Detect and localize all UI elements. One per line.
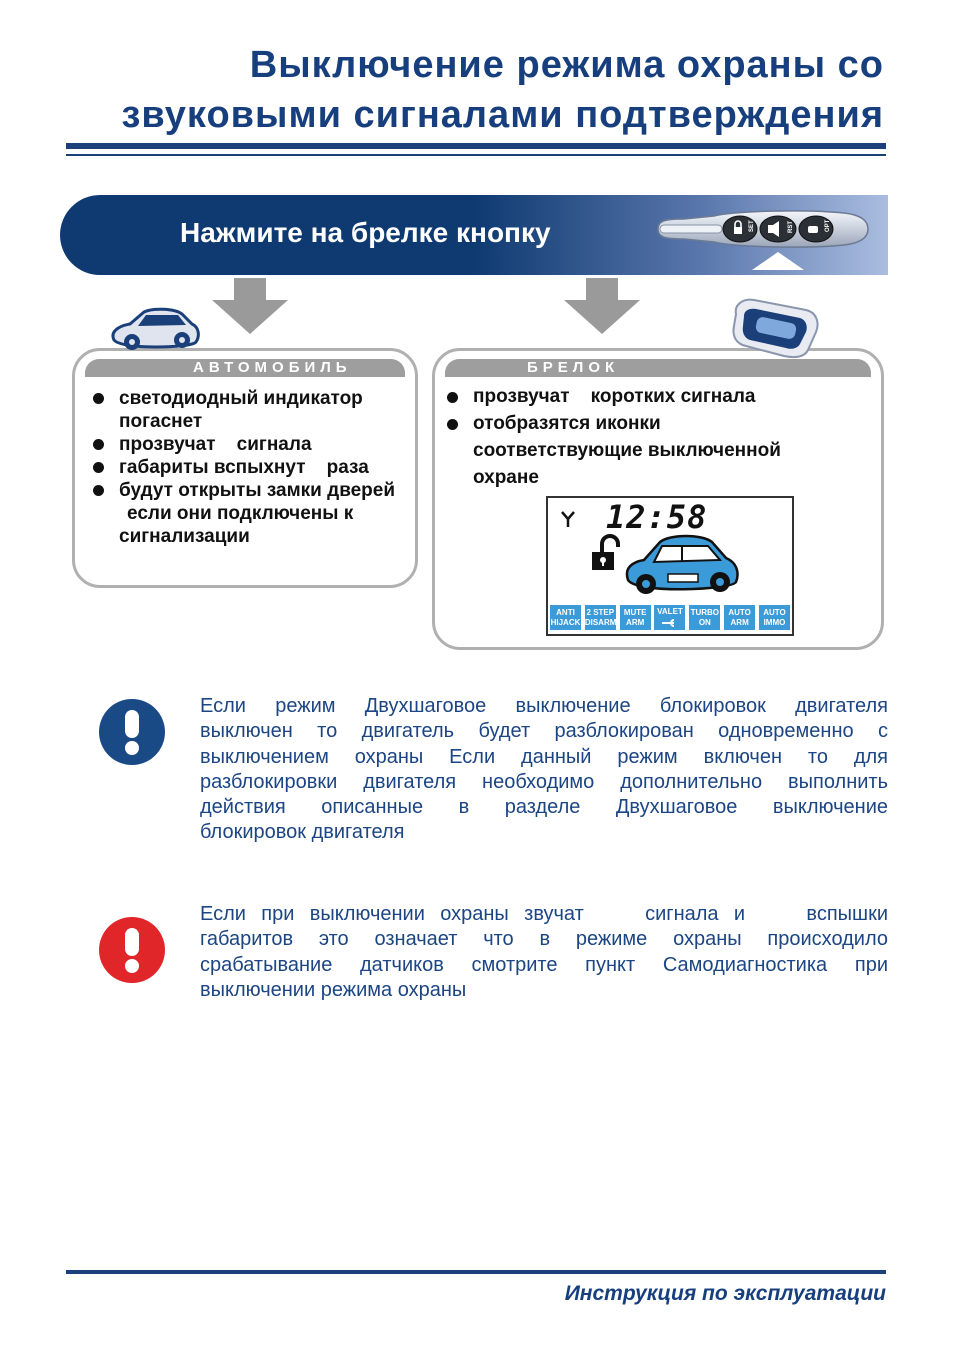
bullet-icon (93, 462, 104, 473)
lcd-icon-valet: VALET (654, 605, 685, 630)
note-two-step (200, 694, 888, 846)
lcd-icon-turbo-on: TURBO ON (689, 605, 720, 630)
lcd-icon-mute-arm: MUTE ARM (620, 605, 651, 630)
note-sensor-alarm (200, 902, 888, 1003)
note-line: разблокировки двигателя необходимо дополнительно выполнить (200, 770, 888, 793)
list-item-continuation (89, 525, 409, 548)
lcd-icon-anti-hijack: ANTI HIJACK (550, 605, 581, 630)
lcd-car-icon (622, 528, 742, 602)
page-title-line-1: Выключение режима охраны со (249, 44, 884, 86)
list-item-text: если они подключены к (127, 503, 354, 524)
lcd-screen (546, 496, 794, 636)
list-item-text: соответствующие выключенной (473, 440, 781, 461)
lcd-time: 12:58 (606, 498, 708, 536)
footer-text: Инструкция по эксплуатации (564, 1282, 886, 1305)
note-line: срабатывание датчиков смотрите пункт Самодиагностика при (200, 953, 888, 976)
bullet-icon (93, 485, 104, 496)
fob-button-label-1: SET (749, 220, 755, 232)
list-item-text: прозвучат сигнала (119, 434, 312, 455)
page-title-line-2: звуковыми сигналами подтверждения (121, 94, 884, 136)
arrow-down-icon-right (562, 278, 642, 336)
list-item-continuation (89, 410, 409, 433)
list-item (89, 456, 409, 479)
list-item (443, 383, 863, 410)
list-item (89, 387, 409, 410)
car-panel-list (89, 387, 409, 548)
list-item-text: габариты вспыхнут раза (119, 457, 369, 478)
title-rule-thick (66, 143, 886, 149)
car-icon (104, 302, 202, 358)
lcd-icon-auto-arm: AUTO ARM (724, 605, 755, 630)
list-item-text: прозвучат коротких сигнала (473, 386, 756, 407)
footer-rule (66, 1270, 886, 1274)
bullet-icon (447, 419, 458, 430)
fob-pointer-arrow (752, 252, 804, 270)
list-item-text: погаснет (119, 411, 203, 432)
list-item-continuation (443, 464, 863, 491)
car-panel-header (85, 359, 405, 377)
note-line: выключении режима охраны (200, 978, 467, 1001)
lcd-icon-auto-immo: AUTO IMMO (759, 605, 790, 630)
list-item-text: охране (473, 467, 539, 488)
warning-exclamation-icon (98, 916, 166, 984)
list-item (89, 479, 409, 502)
page-title (24, 40, 884, 140)
list-item-text: будут открыты замки дверей (119, 480, 396, 501)
list-item-text: отобразятся иконки (473, 413, 661, 434)
banner-text: Нажмите на брелке кнопку (180, 217, 551, 248)
arrow-down-icon-left (210, 278, 290, 336)
bullet-icon (447, 392, 458, 403)
fob-panel-header (445, 359, 871, 377)
car-panel-heading: АВТОМОБИЛЬ (193, 359, 352, 376)
bullet-icon (93, 439, 104, 450)
note-line: габаритов это означает что в режиме охраны происходило (200, 928, 888, 951)
fob-button-lock (723, 216, 757, 242)
note-line: выключен то двигатель будет разблокирован одновременно с (200, 720, 888, 743)
list-item-text: сигнализации (119, 526, 250, 547)
list-item (443, 410, 863, 437)
fob-button-option (799, 216, 833, 242)
note-line: выключением охраны Если данный режим включен то для (200, 745, 888, 768)
bullet-icon (93, 393, 104, 404)
remote-fob-icon (654, 207, 870, 251)
note-line: действия описанные в разделе Двухшаговое выключение (200, 796, 888, 819)
fob-button-label-2: RST (788, 221, 794, 233)
note-line: Если при выключении охраны звучат сигнала и вспышки (200, 903, 888, 925)
title-rule-thin (66, 154, 886, 156)
list-item-continuation (443, 437, 863, 464)
fob-panel-heading: БРЕЛОК (527, 359, 620, 376)
fob-panel-list (443, 383, 863, 491)
fob-button-label-3: OPT (825, 219, 831, 232)
list-item-text: светодиодный индикатор (119, 388, 363, 409)
lcd-mode-icons (550, 605, 790, 631)
car-panel (72, 348, 418, 588)
lcd-icon-2step-disarm: 2 STEP DISARM (585, 605, 616, 630)
note-line: блокировок двигателя (200, 821, 405, 844)
pager-remote-icon (728, 296, 820, 360)
list-item (89, 433, 409, 456)
unlock-icon (588, 534, 622, 574)
note-line: Если режим Двухшаговое выключение блокировок двигателя (200, 695, 888, 717)
list-item-continuation (89, 502, 409, 525)
antenna-icon (560, 510, 576, 528)
wrench-icon (660, 618, 680, 628)
info-exclamation-icon (98, 698, 166, 766)
fob-button-horn (760, 216, 796, 242)
